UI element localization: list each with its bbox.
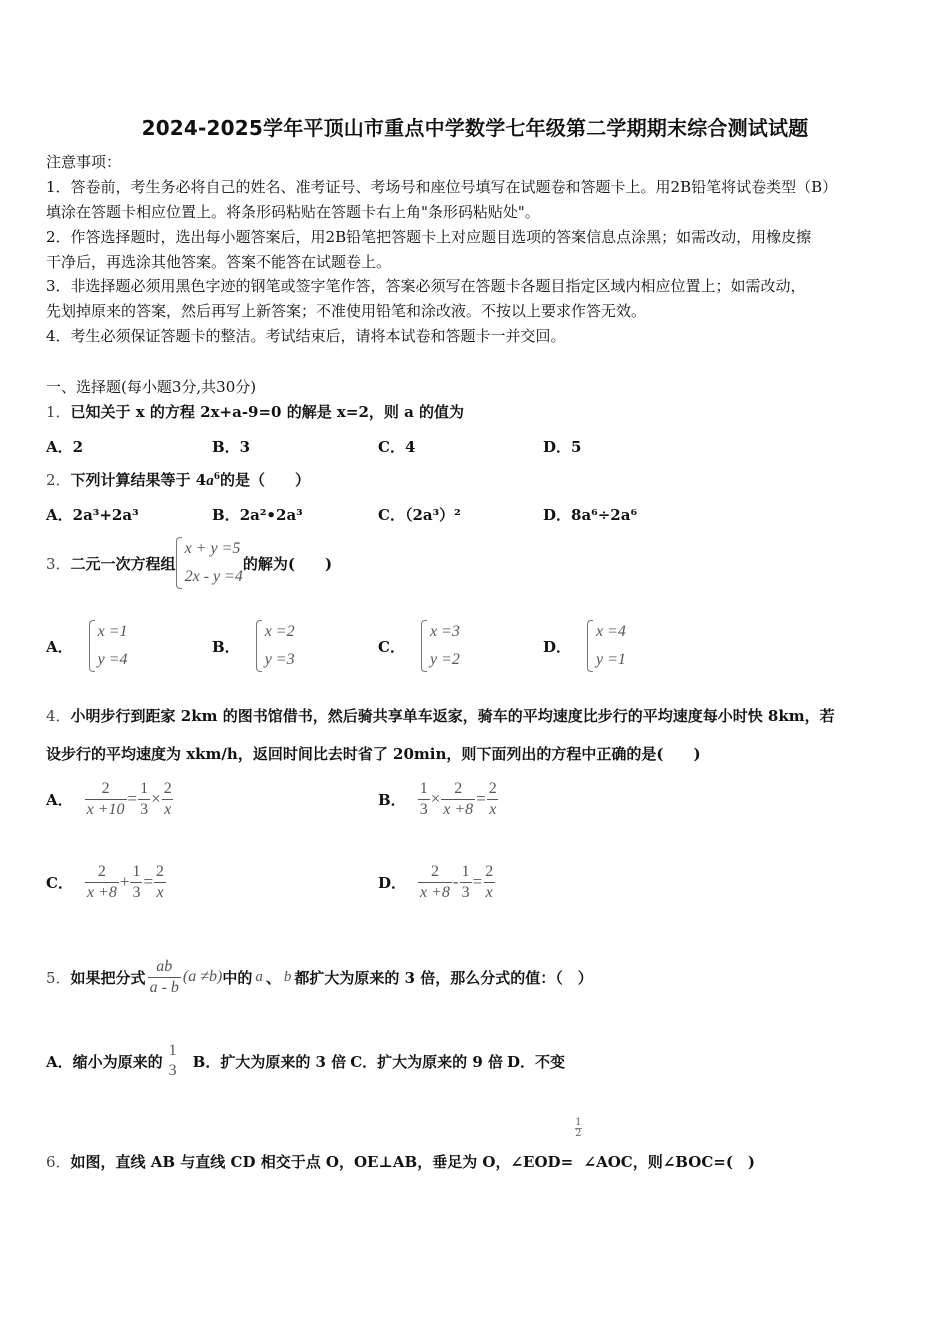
equation [85, 863, 166, 902]
times-sign: × [151, 789, 161, 808]
condition: (a ≠b) [182, 968, 223, 985]
fraction: $\frac{2}{x}$ [156, 862, 165, 901]
question-variable: a [206, 473, 214, 489]
fraction: $\frac{2}{x}$ [163, 779, 172, 818]
question-4 [46, 705, 835, 726]
option-c [46, 857, 166, 907]
fraction: $\frac{2}{x}$ [485, 862, 494, 901]
question-text-line2: 设步行的平均速度为 xkm/h，返回时间比去时省了 20min，则下面列出的方程中正确的是( ) [46, 745, 701, 763]
notice-line: 4．考生必须保证答题卡的整洁。考试结束后，请将本试卷和答题卡一并交回。 [46, 327, 566, 345]
question-text-tail: 的是（ ） [219, 471, 310, 489]
option-a [46, 504, 139, 525]
fraction: $\frac{1}{3}$ [132, 862, 141, 901]
option-text: （2a³）² [404, 506, 461, 524]
section-heading: 一、选择题(每小题3分,共30分) [46, 378, 257, 396]
equals-sign: = [143, 872, 154, 891]
question-text: 小明步行到距家 2km 的图书馆借书，然后骑共享单车返家，骑车的平均速度比步行的平均速度每小时快 8km，若 [70, 707, 835, 725]
solution-y: y =2 [429, 651, 460, 668]
question-5 [46, 942, 593, 1012]
question-text-tail: 都扩大为原来的 3 倍，那么分式的值：（ ） [294, 968, 593, 987]
times-sign: × [430, 789, 441, 808]
option-a [46, 617, 128, 675]
option-label: B． [212, 637, 240, 656]
solution-y: y =1 [596, 651, 626, 668]
equals-sign: = [476, 789, 486, 808]
option-label: A． [46, 506, 73, 524]
option-label: B． [212, 506, 240, 524]
solution-x: x =2 [264, 623, 295, 640]
solution-system [587, 618, 626, 674]
question-text-tail: 的解为( ) [242, 554, 333, 573]
minus-sign: - [452, 872, 459, 891]
question-text: 已知关于 x 的方程 2x+a-9=0 的解是 x=2，则 a 的值为 [70, 403, 465, 421]
equation [418, 863, 495, 902]
option-d [543, 504, 637, 525]
question-1 [46, 401, 464, 422]
question-number: 5． [46, 968, 71, 987]
equation: 2x - y =4 [184, 568, 243, 585]
notice-line: 2．作答选择题时，选出每小题答案后，用2B铅笔把答题卡上对应题目选项的答案信息点涂黑；如需改动，用橡皮擦 [46, 228, 812, 246]
option-label: C． [46, 873, 73, 892]
question-number: 4． [46, 707, 71, 725]
question-text-mid: 中的 [222, 968, 253, 987]
fraction: 1 3 [168, 1042, 177, 1079]
solution-y: y =4 [97, 651, 128, 668]
equals-sign: = [472, 872, 483, 891]
question-number: 3． [46, 554, 71, 573]
question-text: 如图，直线 AB 与直线 CD 相交于点 O，OE⊥AB，垂足为 O，∠EOD= [70, 1153, 574, 1171]
notice-line: 填涂在答题卡相应位置上。将条形码粘贴在答题卡右上角"条形码粘贴处"。 [46, 203, 540, 221]
notice-line: 3．非选择题必须用黑色字迹的钢笔或签字笔作答，答案必须写在答题卡各题目指定区域内相应位置上；如需改动， [46, 277, 806, 295]
plus-sign: + [119, 872, 130, 891]
fraction: $\frac{1}{3}$ [461, 862, 470, 901]
option-c [378, 617, 460, 675]
page-title: 2024-2025学年平顶山市重点中学数学七年级第二学期期末综合测试试题 [141, 116, 809, 140]
fraction: $\frac{1}{2}$ [575, 1117, 582, 1139]
option-d: D．不变 [507, 1052, 566, 1071]
option-text: 2a²•2a³ [239, 506, 303, 524]
option-label: A． [46, 637, 73, 656]
equation-system [176, 535, 243, 591]
variable-a: a [255, 968, 263, 985]
option-text: 8a⁶÷2a⁶ [571, 506, 638, 524]
option-d [543, 617, 626, 675]
question-number: 6． [46, 1153, 71, 1171]
solution-x: x =4 [596, 623, 626, 640]
question-number: 2． [46, 471, 71, 489]
option-label: A． [46, 790, 73, 809]
variable-b: b [283, 968, 292, 985]
fraction: $\frac{2}{x +8}$ [420, 862, 450, 901]
option-text: 2a³+2a³ [72, 506, 139, 524]
option-b [212, 504, 303, 525]
equation: x + y =5 [184, 540, 241, 557]
fraction: $\frac{2}{x +10}$ [86, 779, 125, 818]
question-text-tail: ∠AOC，则∠BOC=( ) [583, 1153, 756, 1171]
option-c: C．4 [378, 438, 416, 456]
fraction: $\frac{2}{x +8}$ [86, 862, 117, 901]
question-3 [46, 535, 332, 591]
question-text: 下列计算结果等于 4 [70, 471, 207, 489]
solution-system [421, 618, 460, 674]
option-c [378, 504, 461, 525]
fraction: $\frac{1}{3}$ [140, 779, 149, 818]
option-b: B．扩大为原来的 3 倍 [192, 1052, 347, 1071]
equation [418, 780, 499, 819]
equals-sign: = [127, 789, 138, 808]
solution-x: x =1 [97, 623, 128, 640]
option-b [212, 617, 295, 675]
q5-options [46, 1025, 565, 1097]
fraction: $\frac{1}{3}$ [419, 779, 428, 818]
option-a-text: 缩小为原来的 [72, 1052, 163, 1071]
solution-x: x =3 [429, 623, 460, 640]
notice-line: 先划掉原来的答案，然后再写上新答案；不准使用铅笔和涂改液。不按以上要求作答无效。 [46, 302, 647, 320]
option-label: D． [378, 873, 407, 892]
option-label: C． [378, 506, 405, 524]
question-text: 如果把分式 [70, 968, 146, 987]
option-label: C． [378, 637, 405, 656]
question-6 [46, 1118, 755, 1172]
question-2 [46, 469, 310, 490]
option-c: C．扩大为原来的 9 倍 [350, 1052, 504, 1071]
option-label: D． [543, 506, 572, 524]
solution-system [89, 618, 128, 674]
option-d [378, 857, 495, 907]
option-label: D． [543, 637, 572, 656]
option-b: B．3 [212, 438, 251, 456]
option-label: B． [378, 790, 406, 809]
notice-line: 1．答卷前，考生务必将自己的姓名、准考证号、考场号和座位号填写在试题卷和答题卡上。用2B铅笔将试卷类型（B） [46, 178, 838, 196]
fraction: $\frac{ab}{a - b}$ [149, 957, 179, 996]
notice-line: 干净后，再选涂其他答案。答案不能答在试题卷上。 [46, 253, 392, 271]
option-b [378, 774, 499, 824]
option-label: A． [46, 1052, 73, 1071]
option-a [46, 774, 174, 824]
fraction: $\frac{2}{x +8}$ [443, 779, 474, 818]
solution-y: y =3 [264, 651, 295, 668]
fraction: $\frac{2}{x}$ [488, 779, 497, 818]
option-a: A．2 [46, 438, 84, 456]
option-d: D．5 [543, 438, 582, 456]
separator: 、 [265, 968, 281, 987]
question-number: 1． [46, 403, 71, 421]
solution-system [256, 618, 295, 674]
question-exponent: 6 [213, 472, 220, 482]
question-text: 二元一次方程组 [70, 554, 176, 573]
notice-heading: 注意事项： [46, 153, 122, 171]
equation [85, 780, 174, 819]
